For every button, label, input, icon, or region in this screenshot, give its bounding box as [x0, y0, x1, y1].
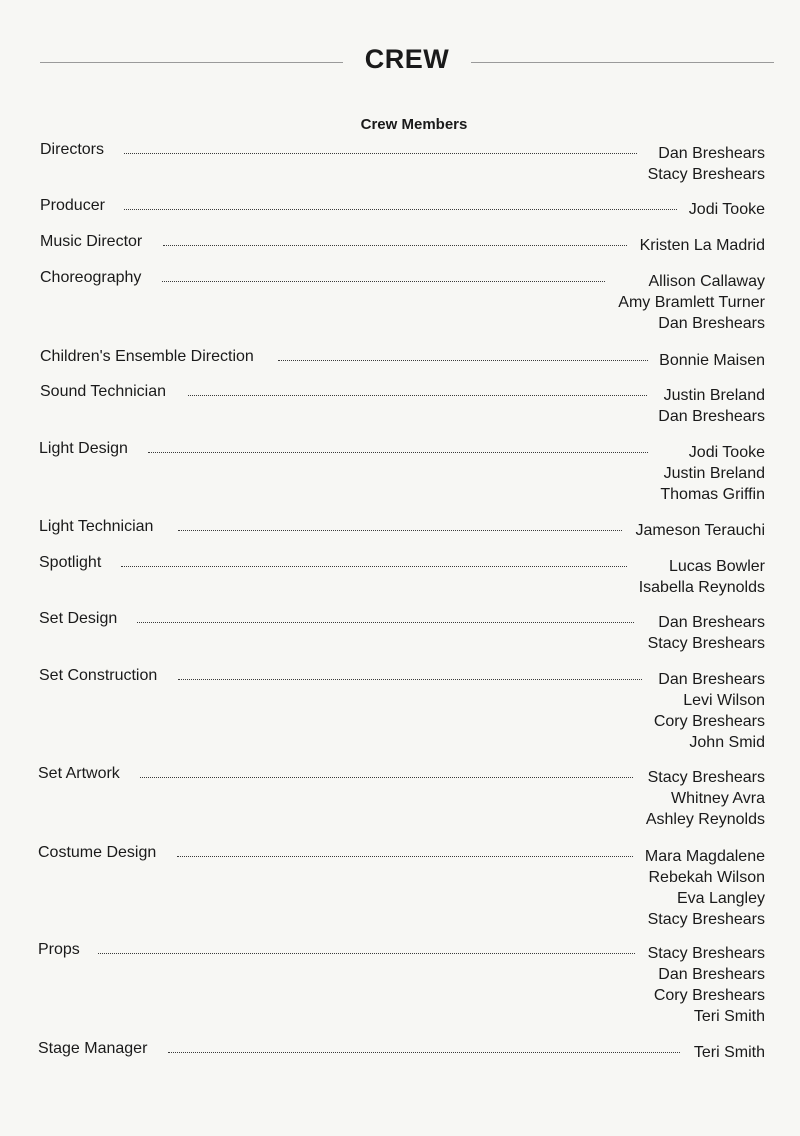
- crew-names: [640, 235, 765, 256]
- crew-names: [689, 199, 765, 220]
- role-label: Music Director: [40, 233, 143, 250]
- dot-leader: [162, 281, 605, 282]
- crew-member-name: Cory Breshears: [653, 713, 765, 730]
- crew-member-name: Justin Breland: [663, 465, 765, 482]
- dot-leader: [177, 856, 633, 857]
- header-rule-left: [40, 62, 343, 63]
- crew-member-name: Jodi Tooke: [688, 201, 765, 218]
- crew-names: [694, 1042, 765, 1063]
- crew-member-name: Lucas Bowler: [668, 558, 765, 575]
- dot-leader: [163, 245, 627, 246]
- crew-member-name: Justin Breland: [663, 387, 765, 404]
- crew-names: [648, 612, 765, 654]
- crew-member-name: Dan Breshears: [658, 966, 765, 983]
- crew-names: [654, 669, 765, 753]
- crew-member-name: Stacy Breshears: [647, 769, 765, 786]
- crew-member-name: Teri Smith: [693, 1044, 765, 1061]
- dot-leader: [178, 530, 622, 531]
- role-label: Stage Manager: [38, 1040, 148, 1057]
- crew-member-name: Allison Callaway: [648, 273, 765, 290]
- crew-names: [645, 846, 765, 930]
- dot-leader: [140, 777, 633, 778]
- crew-member-name: Mara Magdalene: [644, 848, 765, 865]
- crew-member-name: Dan Breshears: [658, 614, 765, 631]
- dot-leader: [168, 1052, 680, 1053]
- role-label: Children's Ensemble Direction: [40, 348, 254, 365]
- crew-member-name: John Smid: [689, 734, 765, 751]
- crew-member-name: Stacy Breshears: [647, 635, 765, 652]
- crew-names: [658, 385, 765, 427]
- dot-leader: [124, 209, 677, 210]
- role-label: Set Design: [39, 610, 118, 627]
- header-rule-right: [471, 62, 774, 63]
- crew-names: [618, 271, 765, 334]
- crew-member-name: Whitney Avra: [671, 790, 765, 807]
- dot-leader: [148, 452, 648, 453]
- crew-member-name: Jodi Tooke: [688, 444, 765, 461]
- role-label: Choreography: [40, 269, 142, 286]
- dot-leader: [188, 395, 647, 396]
- crew-names: [648, 143, 765, 185]
- crew-member-name: Stacy Breshears: [647, 166, 765, 183]
- crew-member-name: Dan Breshears: [658, 671, 765, 688]
- crew-member-name: Stacy Breshears: [647, 911, 765, 928]
- role-label: Producer: [40, 197, 105, 214]
- crew-member-name: Thomas Griffin: [660, 486, 765, 503]
- role-label: Costume Design: [38, 844, 157, 861]
- role-label: Sound Technician: [40, 383, 167, 400]
- crew-member-name: Cory Breshears: [653, 987, 765, 1004]
- crew-names: [639, 556, 765, 598]
- crew-member-name: Amy Bramlett Turner: [618, 294, 765, 311]
- dot-leader: [278, 360, 648, 361]
- crew-member-name: Isabella Reynolds: [638, 579, 765, 596]
- role-label: Directors: [40, 141, 105, 158]
- crew-member-name: Bonnie Maisen: [659, 352, 765, 369]
- crew-member-name: Teri Smith: [693, 1008, 765, 1025]
- crew-names: [646, 767, 765, 830]
- role-label: Light Technician: [39, 518, 154, 535]
- dot-leader: [137, 622, 634, 623]
- crew-names: [635, 520, 765, 541]
- dot-leader: [98, 953, 635, 954]
- crew-member-name: Kristen La Madrid: [639, 237, 765, 254]
- role-label: Spotlight: [39, 554, 102, 571]
- crew-names: [648, 943, 765, 1027]
- crew-member-name: Ashley Reynolds: [645, 811, 765, 828]
- crew-names: [660, 442, 765, 505]
- dot-leader: [178, 679, 642, 680]
- crew-member-name: Stacy Breshears: [647, 945, 765, 962]
- crew-names: [659, 350, 765, 371]
- crew-member-name: Dan Breshears: [658, 145, 765, 162]
- crew-member-name: Eva Langley: [676, 890, 765, 907]
- crew-member-name: Dan Breshears: [658, 408, 765, 425]
- page-title: CREW: [364, 44, 450, 74]
- dot-leader: [121, 566, 627, 567]
- role-label: Set Artwork: [38, 765, 120, 782]
- section-subtitle: Crew Members: [360, 116, 468, 133]
- crew-member-name: Rebekah Wilson: [648, 869, 765, 886]
- role-label: Set Construction: [39, 667, 158, 684]
- crew-member-name: Levi Wilson: [683, 692, 765, 709]
- crew-member-name: Dan Breshears: [658, 315, 765, 332]
- dot-leader: [124, 153, 637, 154]
- role-label: Props: [38, 941, 80, 958]
- crew-member-name: Jameson Terauchi: [635, 522, 765, 539]
- role-label: Light Design: [39, 440, 128, 457]
